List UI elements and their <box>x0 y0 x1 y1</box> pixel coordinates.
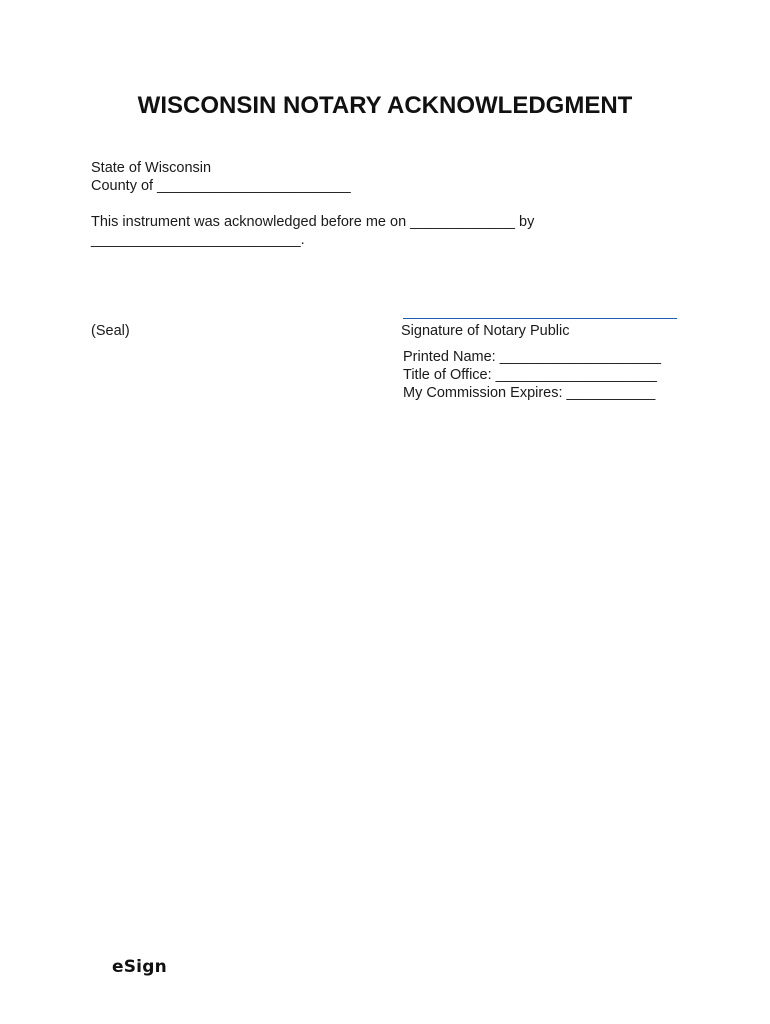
esign-logo: eSign <box>112 957 167 977</box>
commission-expires-field[interactable]: My Commission Expires: ___________ <box>403 385 656 401</box>
acknowledgment-name-line[interactable]: __________________________. <box>91 232 305 248</box>
state-line: State of Wisconsin <box>91 160 212 176</box>
title-of-office-field[interactable]: Title of Office: ____________________ <box>403 367 657 383</box>
signature-line[interactable] <box>403 318 677 319</box>
document-title: WISCONSIN NOTARY ACKNOWLEDGMENT <box>137 92 633 119</box>
signature-label: Signature of Notary Public <box>401 323 570 339</box>
seal-label: (Seal) <box>91 323 130 339</box>
printed-name-field[interactable]: Printed Name: ____________________ <box>403 349 661 365</box>
acknowledgment-date-line[interactable]: This instrument was acknowledged before me on _____________ by <box>91 214 535 230</box>
county-field[interactable]: County of ________________________ <box>91 178 351 194</box>
